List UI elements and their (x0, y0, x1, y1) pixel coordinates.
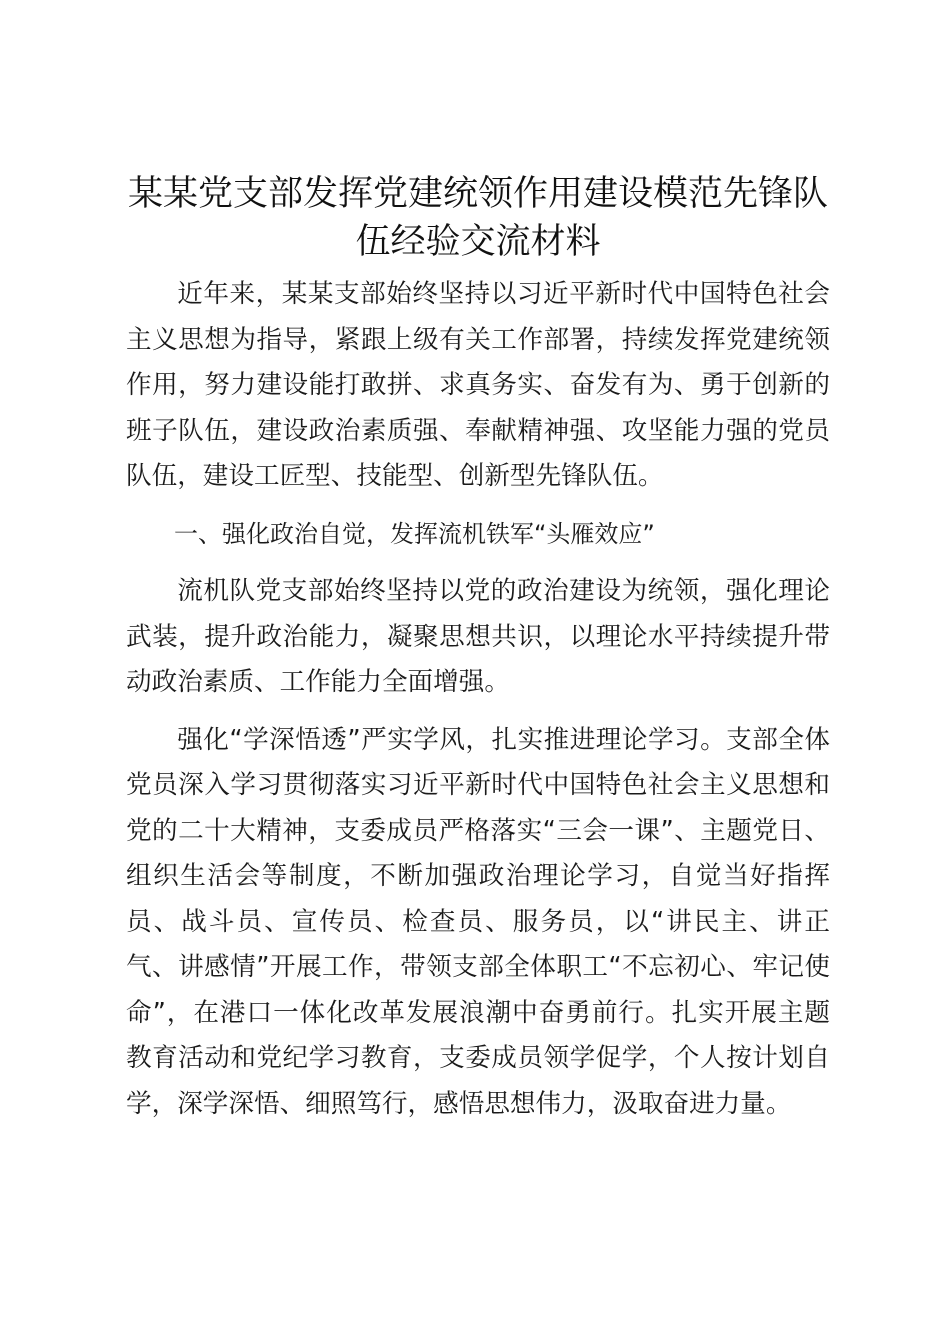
intro-paragraph: 近年来，某某支部始终坚持以习近平新时代中国特色社会主义思想为指导，紧跟上级有关工作部署，持续发挥党建统领作用，努力建设能打敢拼、求真务实、奋发有为、勇于创新的班子队伍，建设政治素质强、奉献精神强、攻坚能力强的党员队伍，建设工匠型、技能型、创新型先锋队伍。 (126, 279, 830, 491)
paragraph-spacer (126, 706, 830, 718)
section-1-paragraph-2: 强化“学深悟透”严实学风，扎实推进理论学习。支部全体党员深入学习贯彻落实习近平新时代中国特色社会主义思想和党的二十大精神，支委成员严格落实“三会一课”、主题党日、组织生活会等制度，不断加强政治理论学习，自觉当好指挥员、战斗员、宣传员、检查员、服务员，以“讲民主、讲正气、讲感情”开展工作，带领支部全体职工“不忘初心、牢记使命”，在港口一体化改革发展浪潮中奋勇前行。扎实开展主题教育活动和党纪学习教育，支委成员领学促学，个人按计划自学，深学深悟、细照笃行，感悟思想伟力，汲取奋进力量。 (126, 724, 830, 1119)
title-line-1: 某某党支部发挥党建统领作用建设模范先锋队 (127, 174, 828, 214)
document-title (118, 170, 838, 266)
title-line-2: 伍经验交流材料 (355, 222, 601, 262)
document-body (126, 170, 830, 1127)
section-heading-1: 一、强化政治自觉，发挥流机铁军“头雁效应” (174, 519, 655, 548)
section-1-paragraph-1: 流机队党支部始终坚持以党的政治建设为统领，强化理论武装，提升政治能力，凝聚思想共识，以理论水平持续提升带动政治素质、工作能力全面增强。 (126, 576, 830, 697)
